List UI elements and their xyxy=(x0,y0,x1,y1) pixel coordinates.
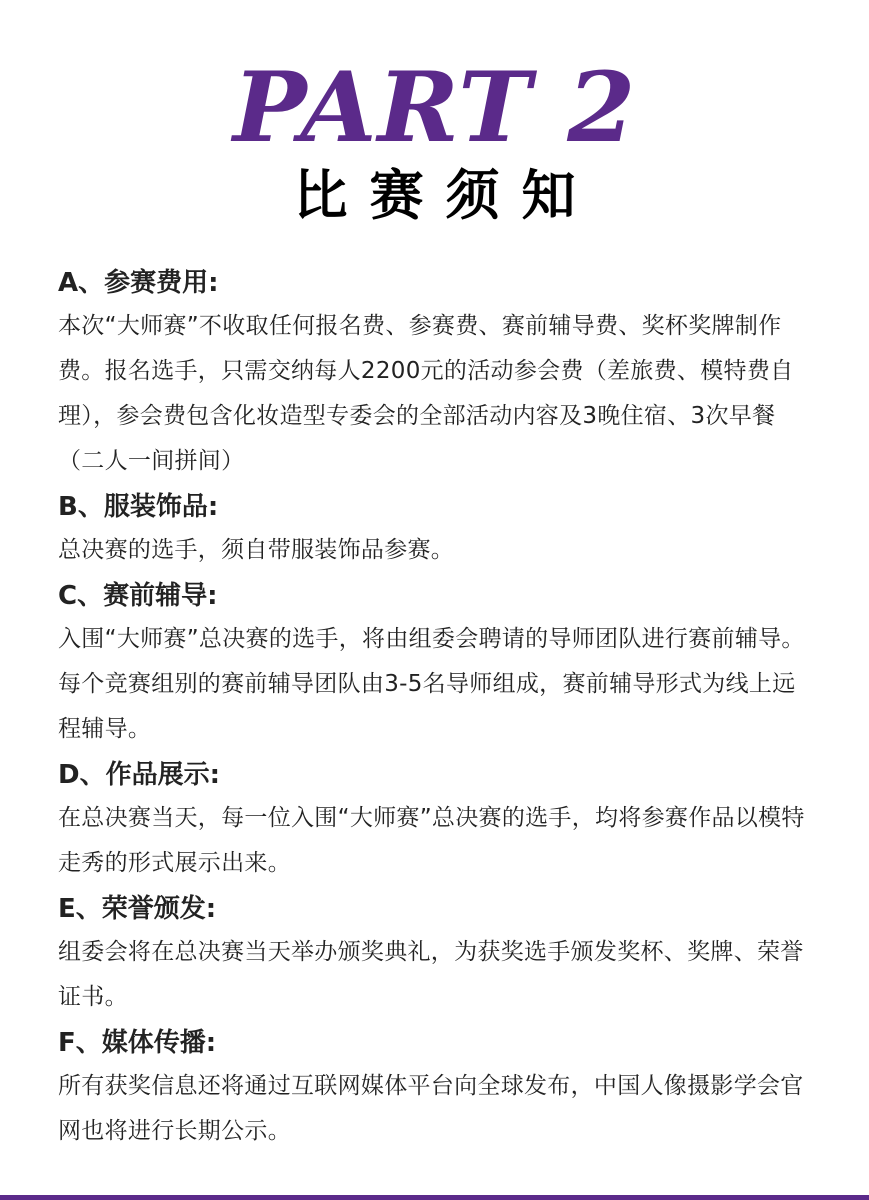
section-title: B、服装饰品: xyxy=(58,492,219,522)
section-body: 组委会将在总决赛当天举办颁奖典礼，为获奖选手颁发奖杯、奖牌、荣誉证书。 xyxy=(58,939,804,1010)
section-body: 总决赛的选手，须自带服装饰品参赛。 xyxy=(58,537,455,563)
section-honors xyxy=(58,888,818,1020)
section-title: C、赛前辅导: xyxy=(58,581,218,611)
page-header xyxy=(0,51,869,228)
bottom-divider xyxy=(0,1195,869,1200)
page-subtitle: 比赛须知 xyxy=(293,164,598,227)
section-coaching xyxy=(58,575,818,752)
section-fees xyxy=(58,262,818,484)
section-title: E、荣誉颁发: xyxy=(58,894,217,924)
section-title: F、媒体传播: xyxy=(58,1028,217,1058)
section-body: 所有获奖信息还将通过互联网媒体平台向全球发布，中国人像摄影学会官网也将进行长期公示。 xyxy=(58,1073,804,1144)
section-title: A、参赛费用: xyxy=(58,268,219,298)
notice-content xyxy=(58,262,818,1156)
section-media xyxy=(58,1022,818,1154)
section-body: 本次“大师赛”不收取任何报名费、参赛费、赛前辅导费、奖杯奖牌制作费。报名选手，只需交纳每人2200元的活动参会费（差旅费、模特费自理），参会费包含化妆造型专委会的全部活动内容及3晚住宿、3次早餐（二人一间拼间） xyxy=(58,313,794,474)
section-body: 在总决赛当天，每一位入围“大师赛”总决赛的选手，均将参赛作品以模特走秀的形式展示出来。 xyxy=(58,805,805,876)
section-body: 入围“大师赛”总决赛的选手，将由组委会聘请的导师团队进行赛前辅导。每个竞赛组别的赛前辅导团队由3-5名导师组成，赛前辅导形式为线上远程辅导。 xyxy=(58,626,805,742)
section-costume xyxy=(58,486,818,573)
part-title: PART 2 xyxy=(232,51,637,164)
section-showcase xyxy=(58,754,818,886)
section-title: D、作品展示: xyxy=(58,760,220,790)
